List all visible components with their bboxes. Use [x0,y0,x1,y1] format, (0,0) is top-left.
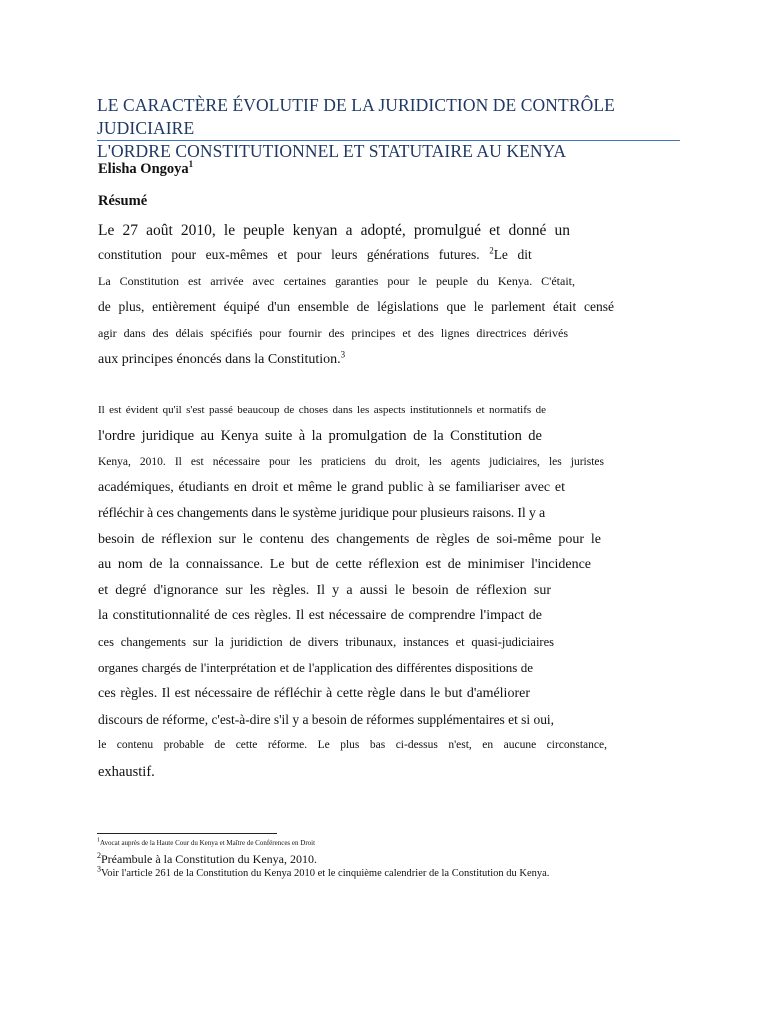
footnote-2-mark: 2 [97,851,101,860]
p2-line-13: discours de réforme, c'est-à-dire s'il y a besoin de réformes supplémentaires et si oui, [98,712,554,727]
p2-line-8: et degré d'ignorance sur les règles. Il y a aussi le besoin de réflexion sur [98,583,551,598]
footnote-3 [97,864,550,879]
footnote-1-text: Avocat auprès de la Haute Cour du Kenya et Maître de Conférences en Droit [100,839,316,847]
p2-line-6: besoin de réflexion sur le contenu des changements de règles de soi-même pour le [98,532,601,547]
section-heading: Résumé [98,193,148,209]
title-line-1: LE CARACTÈRE ÉVOLUTIF DE LA JURIDICTION DE CONTRÔLE JUDICIAIRE [97,95,615,138]
footnote-ref-2: 2 [489,245,494,256]
footnote-ref-3: 3 [340,349,346,360]
document-title [97,94,697,163]
p2-line-14: le contenu probable de cette réforme. Le plus bas ci-dessus n'est, en aucune circonstance, [98,739,607,751]
p2-line-2: l'ordre juridique au Kenya suite à la promulgation de la Constitution de [98,428,542,444]
footnote-separator [97,833,277,834]
p1-line-5: agir dans des délais spécifiés pour fournir des principes et des lignes directrices dérivés [98,326,568,340]
p2-line-12: ces règles. Il est nécessaire de réfléchir à cette règle dans le but d'améliorer [98,686,530,701]
p1-line-4: de plus, entièrement équipé d'un ensemble de législations que le parlement était censé [98,299,614,314]
p1-line-3: La Constitution est arrivée avec certaines garanties pour le peuple du Kenya. C'était, [98,274,575,288]
footnote-1 [97,839,315,847]
p1-line-2 [98,247,532,263]
author-footnote-mark: 1 [188,159,194,170]
footnote-2-text: Préambule à la Constitution du Kenya, 2010. [101,852,317,866]
p1-line-6-text: aux principes énoncés dans la Constitution. [98,352,341,367]
p2-line-3: Kenya, 2010. Il est nécessaire pour les praticiens du droit, les agents judiciaires, les juristes [98,456,604,468]
p2-line-10: ces changements sur la juridiction de divers tribunaux, instances et quasi-judiciaires [98,635,554,649]
p1-line-2-text: constitution pour eux-mêmes et pour leurs générations futures. [98,247,490,262]
footnote-3-mark: 3 [97,864,101,874]
p1-line-1: Le 27 août 2010, le peuple kenyan a adopté, promulgué et donné un [98,222,570,239]
footnote-1-mark: 1 [97,837,100,844]
author-text: Elisha Ongoya [98,161,189,177]
p1-line-2-tail: Le dit [493,247,532,262]
author-name [98,161,193,178]
footnote-3-text: Voir l'article 261 de la Constitution du Kenya 2010 et le cinquième calendrier de la Constitution du Kenya. [101,868,550,879]
p2-line-15: exhaustif. [98,764,155,780]
p2-line-5: réfléchir à ces changements dans le système juridique pour plusieurs raisons. Il y a [98,506,545,521]
title-underline [97,140,680,141]
p2-line-1: Il est évident qu'il s'est passé beaucoup de choses dans les aspects institutionnels et normatifs de [98,404,546,416]
p1-line-6 [98,349,346,368]
p2-line-4: académiques, étudiants en droit et même le grand public à se familiariser avec et [98,480,565,495]
p2-line-11: organes chargés de l'interprétation et de l'application des différentes dispositions de [98,660,533,675]
p2-line-9: la constitutionnalité de ces règles. Il est nécessaire de comprendre l'impact de [98,608,542,623]
title-line-2: L'ORDRE CONSTITUTIONNEL ET STATUTAIRE AU KENYA [97,141,567,161]
p2-line-7: au nom de la connaissance. Le but de cette réflexion est de minimiser l'incidence [98,557,591,572]
footnote-2 [97,852,317,867]
